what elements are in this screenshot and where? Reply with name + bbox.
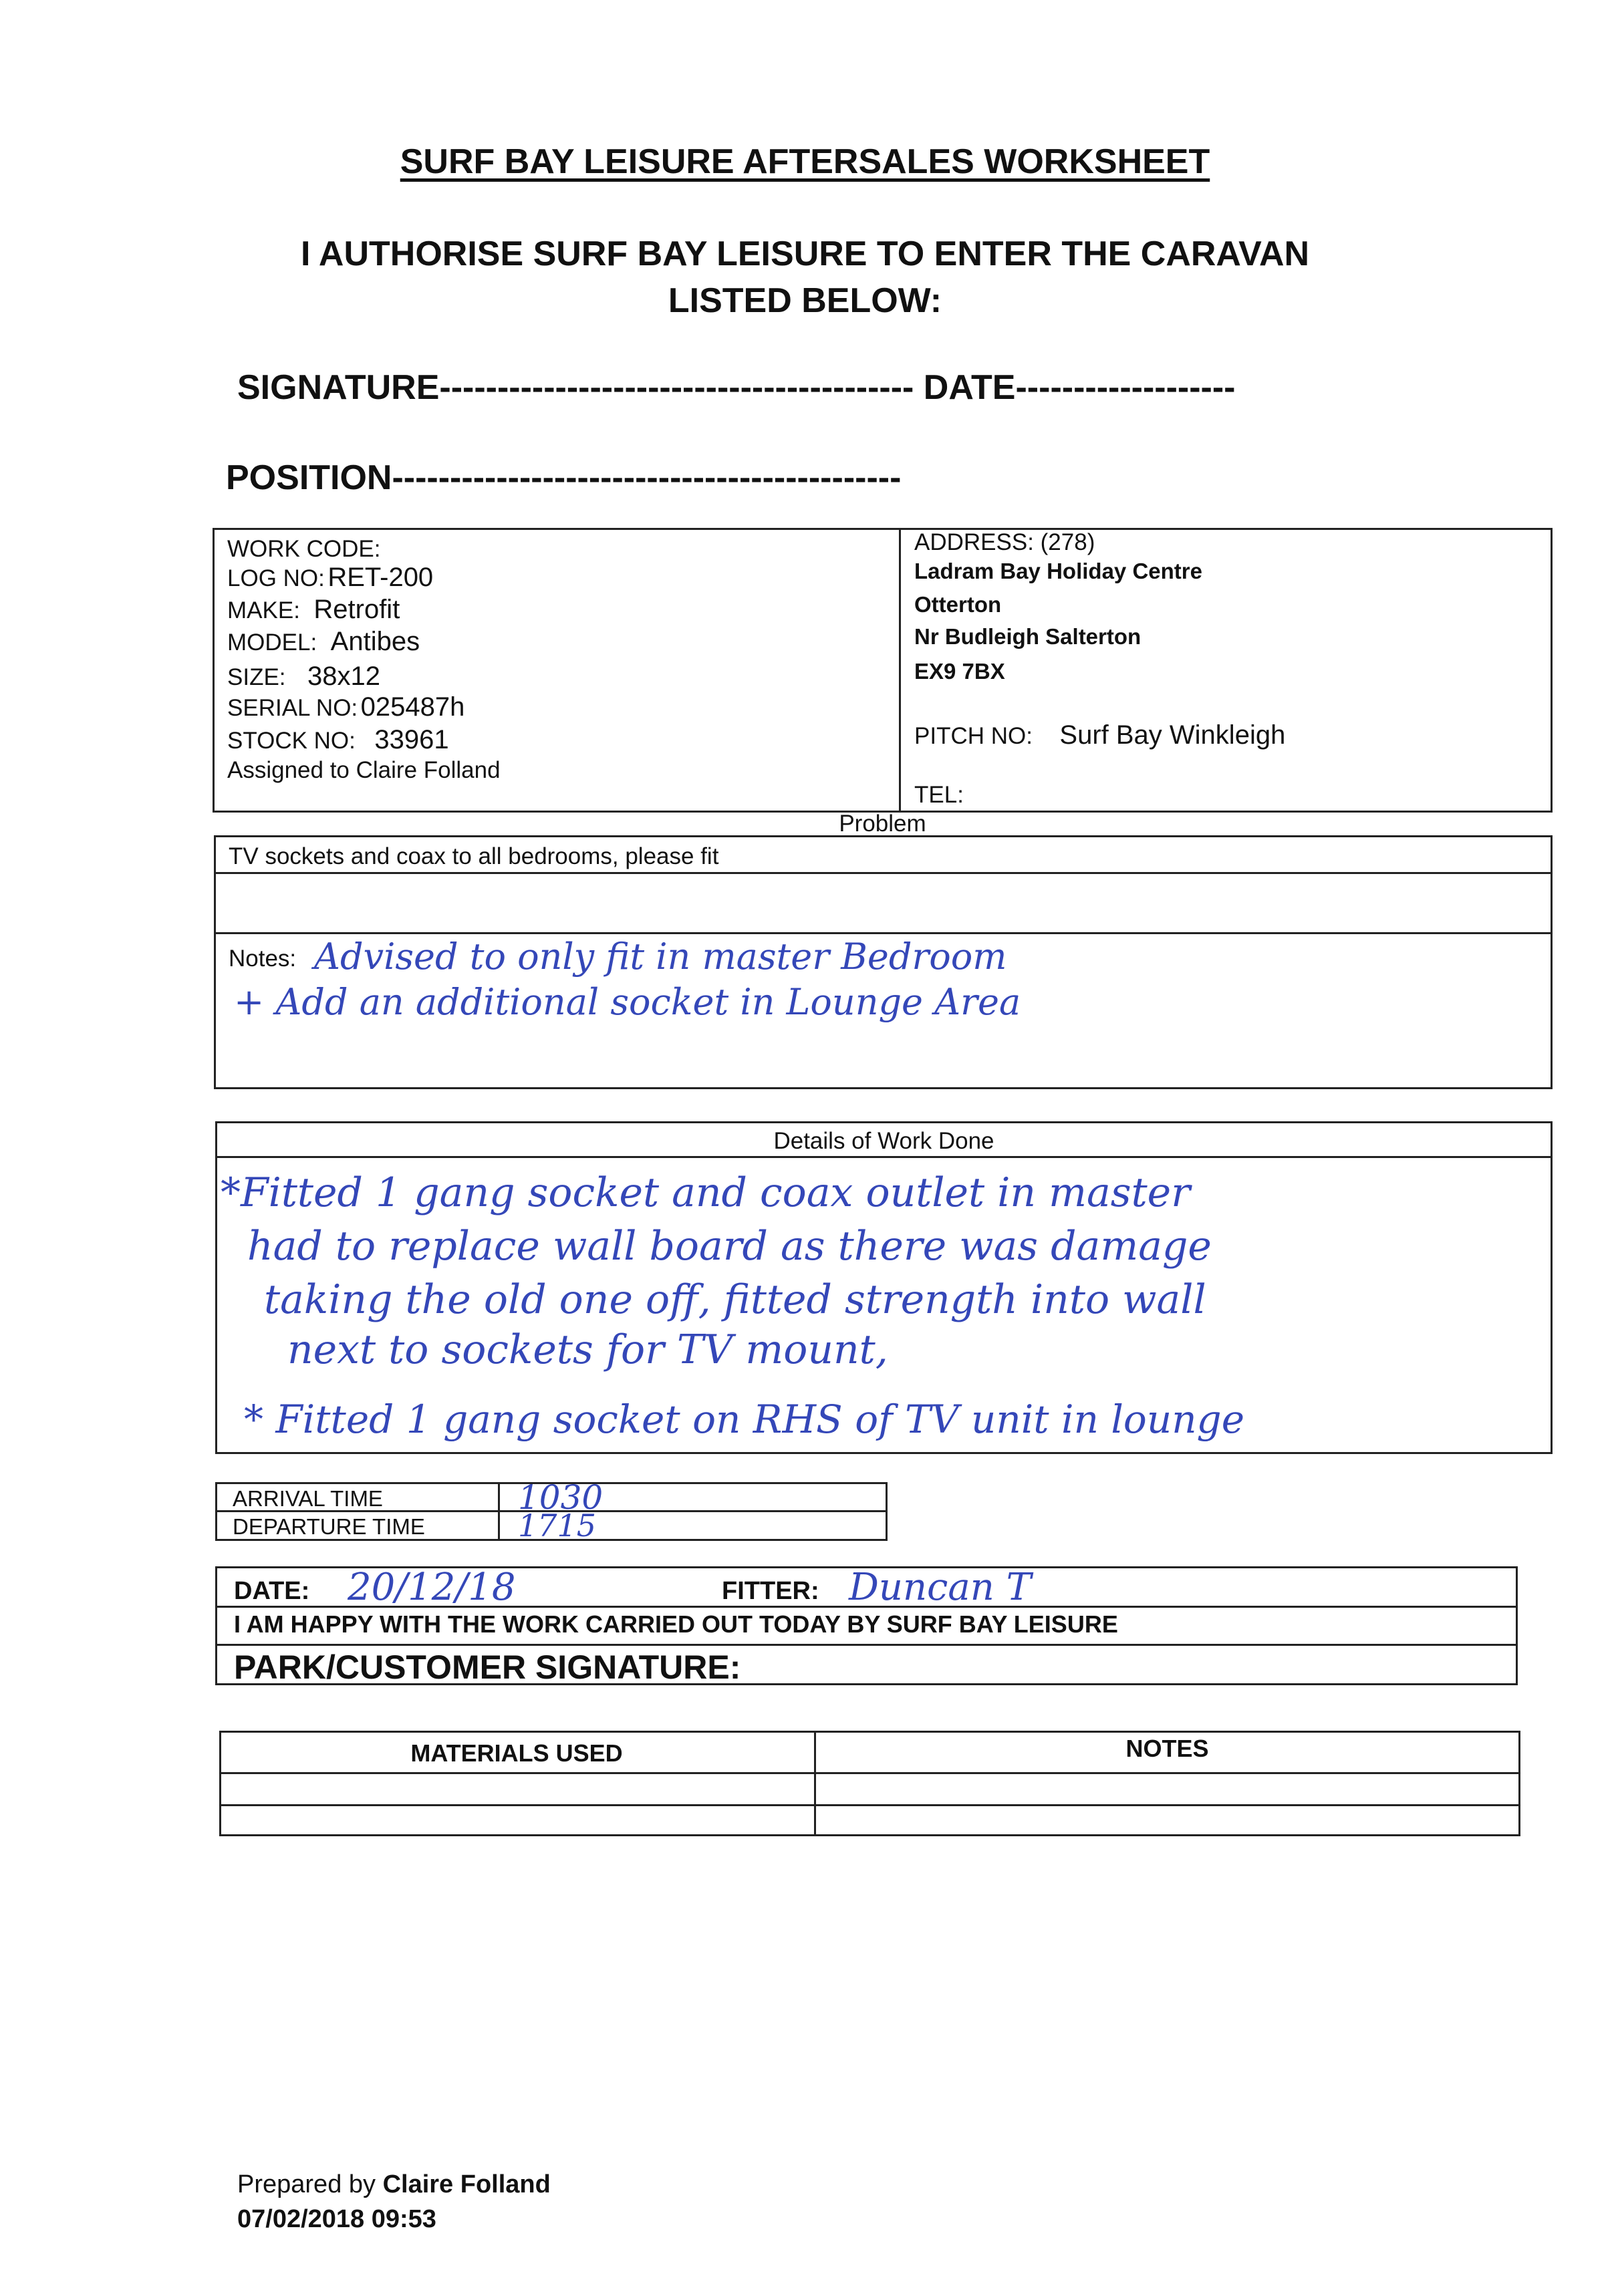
work-done-line-4: next to sockets for TV mount,	[287, 1326, 888, 1373]
pitch-row	[914, 720, 1285, 750]
work-done-heading-rule	[215, 1156, 1553, 1158]
log-number-row	[227, 563, 433, 593]
assigned-to: Assigned to Claire Folland	[227, 757, 501, 783]
authorisation-statement	[0, 231, 1610, 324]
customer-signature-label: PARK/CUSTOMER SIGNATURE:	[234, 1648, 741, 1686]
model-label: MODEL:	[227, 629, 317, 656]
times-col-rule	[498, 1482, 500, 1541]
work-done-line-1: *Fitted 1 gang socket and coax outlet in master	[221, 1169, 1190, 1216]
prepared-by	[237, 2170, 551, 2199]
work-done-line-5: * Fitted 1 gang socket on RHS of TV unit in lounge	[244, 1397, 1245, 1442]
prepared-timestamp: 07/02/2018 09:53	[237, 2205, 436, 2233]
size-label: SIZE:	[227, 664, 286, 690]
problem-rule-1	[214, 872, 1553, 874]
details-divider	[899, 528, 901, 813]
address-line-2: Otterton	[914, 592, 1002, 617]
notes-label: Notes:	[229, 946, 297, 972]
work-code-label: WORK CODE:	[227, 536, 381, 562]
arrival-time-label: ARRIVAL TIME	[233, 1486, 383, 1511]
position-line: POSITION--------------------------------------------	[226, 458, 902, 497]
model-value: Antibes	[330, 627, 420, 656]
date-value: 20/12/18	[348, 1566, 516, 1609]
satisfaction-statement: I AM HAPPY WITH THE WORK CARRIED OUT TODAY BY SURF BAY LEISURE	[234, 1610, 1118, 1638]
fitter-value: Duncan T	[849, 1566, 1031, 1609]
serial-value: 025487h	[360, 692, 465, 722]
materials-rule-2	[219, 1804, 1520, 1806]
fitter-label: FITTER:	[722, 1577, 819, 1605]
notes-handwritten-line-2: + Add an additional socket in Lounge Area	[234, 981, 1021, 1023]
make-label: MAKE:	[227, 597, 300, 623]
stock-value: 33961	[374, 725, 449, 754]
materials-used-header: MATERIALS USED	[410, 1739, 623, 1767]
stock-label: STOCK NO:	[227, 728, 356, 754]
address-line-1: Ladram Bay Holiday Centre	[914, 559, 1202, 583]
log-number-label: LOG NO:	[227, 565, 325, 591]
prepared-by-name: Claire Folland	[382, 2170, 551, 2198]
size-row	[227, 662, 380, 692]
address-postcode: EX9 7BX	[914, 659, 1005, 684]
authorisation-line-2: LISTED BELOW:	[668, 281, 942, 320]
address-label: ADDRESS: (278)	[914, 529, 1095, 555]
prepared-by-prefix: Prepared by	[237, 2170, 383, 2198]
problem-heading: Problem	[839, 811, 926, 837]
log-number-value: RET-200	[327, 563, 434, 592]
worksheet-title: SURF BAY LEISURE AFTERSALES WORKSHEET	[400, 142, 1210, 181]
departure-time-value: 1715	[518, 1508, 597, 1544]
problem-rule-2	[214, 932, 1553, 934]
tel-label: TEL:	[914, 782, 964, 808]
stock-row	[227, 725, 449, 755]
signature-date-line: SIGNATURE----------------------------------------- DATE-------------------	[237, 368, 1236, 407]
authorisation-line-1: I AUTHORISE SURF BAY LEISURE TO ENTER THE CARAVAN	[300, 235, 1310, 273]
size-value: 38x12	[307, 662, 380, 691]
arrival-time-value: 1030	[518, 1478, 603, 1517]
serial-row	[227, 692, 464, 722]
address-line-3: Nr Budleigh Salterton	[914, 624, 1142, 649]
work-done-heading: Details of Work Done	[773, 1128, 994, 1154]
notes-handwritten-line-1: Advised to only fit in master Bedroom	[314, 936, 1007, 978]
make-row	[227, 595, 400, 625]
work-done-line-2: had to replace wall board as there was damage	[247, 1223, 1212, 1270]
pitch-value: Surf Bay Winkleigh	[1059, 720, 1286, 750]
model-row	[227, 627, 420, 657]
materials-rule-1	[219, 1772, 1520, 1774]
make-value: Retrofit	[313, 595, 400, 624]
signoff-rule-2	[215, 1644, 1518, 1646]
work-done-line-3: taking the old one off, fitted strength into wall	[264, 1276, 1206, 1323]
date-label: DATE:	[234, 1577, 310, 1605]
problem-text: TV sockets and coax to all bedrooms, please fit	[229, 843, 719, 869]
serial-label: SERIAL NO:	[227, 695, 358, 721]
pitch-label: PITCH NO:	[914, 723, 1033, 749]
notes-header: NOTES	[1125, 1735, 1209, 1762]
departure-time-label: DEPARTURE TIME	[233, 1514, 425, 1539]
